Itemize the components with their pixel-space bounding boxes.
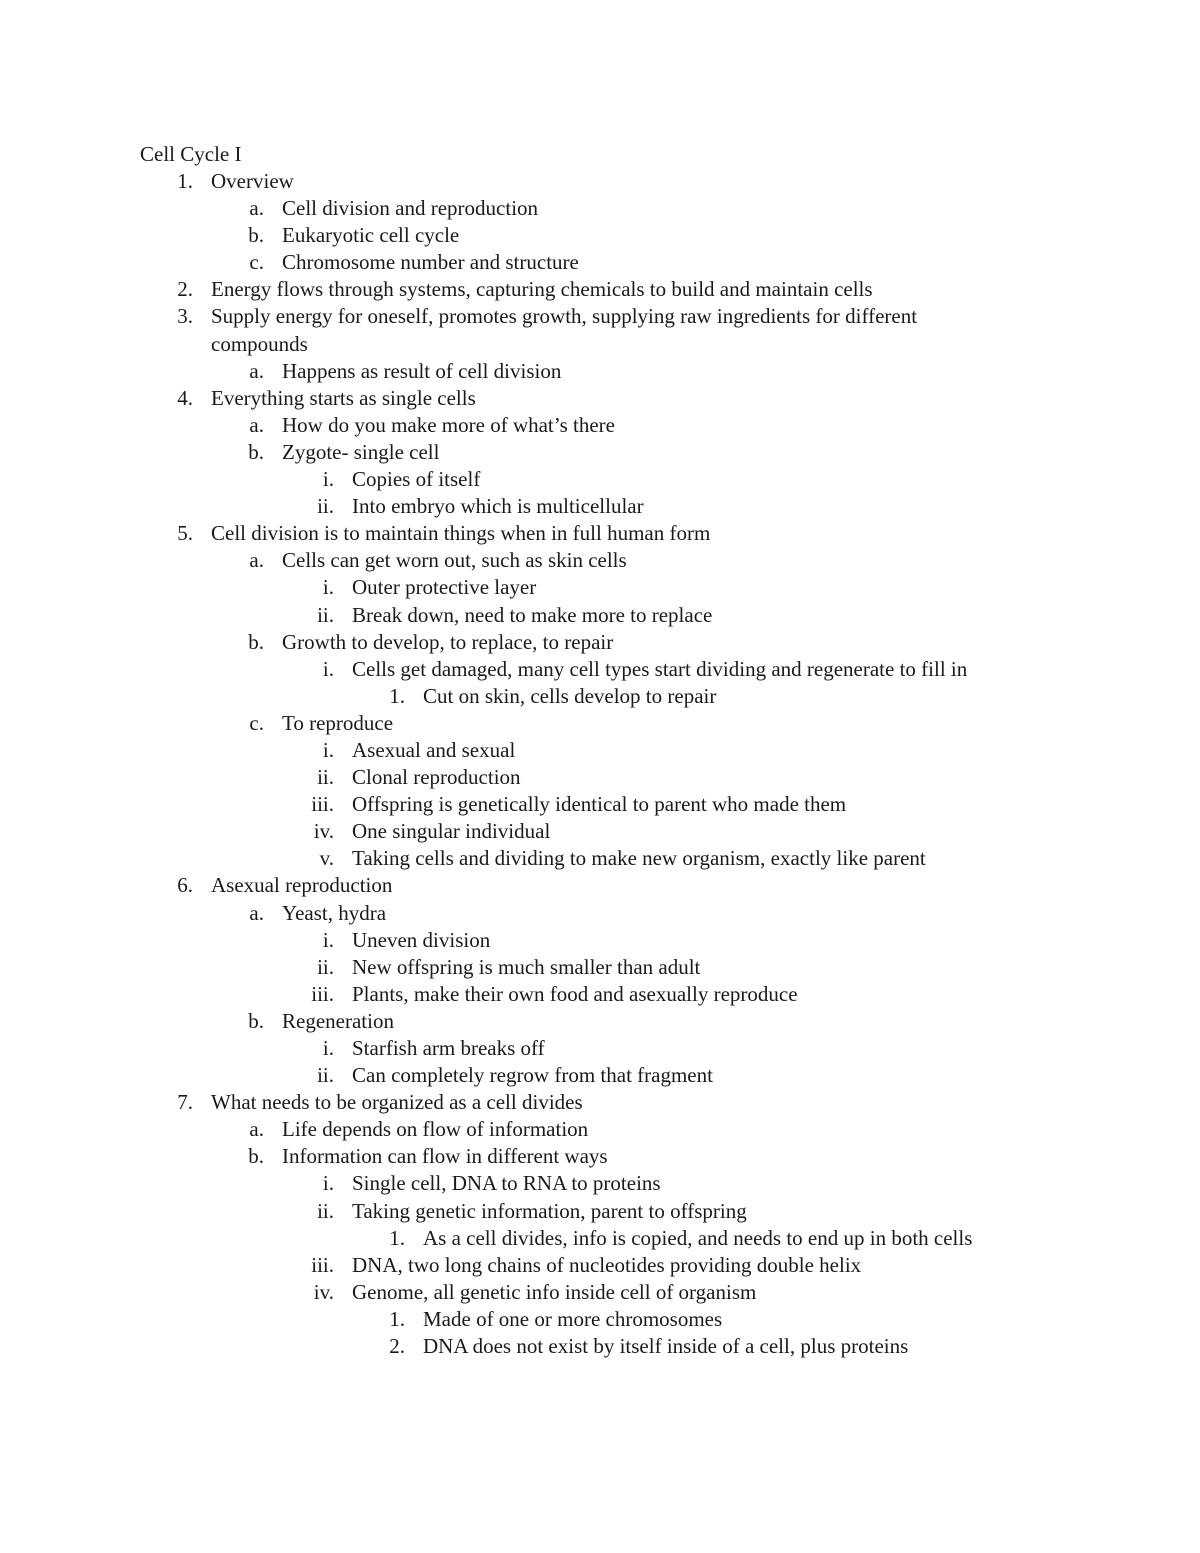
list-item-level-3 [0,574,1200,601]
list-item-level-4 [0,683,1200,710]
list-item-level-4 [0,1333,1200,1360]
list-item-level-3 [0,1062,1200,1089]
list-item-text: Supply energy for oneself, promotes growth, supplying raw ingredients for different [211,304,918,329]
list-item-text: Information can flow in different ways [282,1144,608,1169]
list-marker: a. [249,900,264,925]
list-item-text: DNA does not exist by itself inside of a cell, plus proteins [423,1334,909,1359]
list-item-text: Genome, all genetic info inside cell of organism [352,1279,757,1304]
list-item-level-3 [0,981,1200,1008]
list-marker: c. [249,250,264,275]
list-marker: iv. [313,1279,334,1304]
list-item-text: Outer protective layer [352,575,537,600]
list-item-level-4 [0,1225,1200,1252]
list-marker: 3. [177,304,193,329]
list-item-text: Asexual reproduction [211,873,393,898]
list-item-level-3 [0,1198,1200,1225]
list-item-level-4 [0,1306,1200,1333]
list-item-level-3 [0,1035,1200,1062]
list-marker: ii. [317,602,334,627]
list-item-text: How do you make more of what’s there [282,412,615,437]
list-item-text: Zygote- single cell [282,439,440,464]
list-item-text: DNA, two long chains of nucleotides providing double helix [352,1252,862,1277]
list-item-text: Cells can get worn out, such as skin cells [282,548,627,573]
list-item-level-3 [0,845,1200,872]
list-marker: a. [249,1117,264,1142]
list-item-text: Energy flows through systems, capturing chemicals to build and maintain cells [211,277,873,302]
list-marker: i. [322,927,334,952]
list-marker: iii. [311,981,334,1006]
list-item-level-1 [0,303,1200,330]
list-item-text: Asexual and sexual [352,737,516,762]
list-marker: 2. [177,277,193,302]
list-item-level-2 [0,412,1200,439]
list-marker: 7. [177,1090,193,1115]
list-marker: a. [249,548,264,573]
list-item-text: Offspring is genetically identical to parent who made them [352,792,847,817]
list-marker: a. [249,412,264,437]
list-item-text: Everything starts as single cells [211,385,476,410]
list-item-continuation [0,331,1200,358]
list-item-level-3 [0,1170,1200,1197]
list-marker: i. [322,1036,334,1060]
list-marker: 4. [177,385,193,410]
list-marker: i. [322,737,334,762]
list-item-text: Made of one or more chromosomes [423,1306,723,1331]
list-marker: ii. [317,1063,334,1088]
list-item-text: Life depends on flow of information [282,1117,589,1142]
list-item-text: Yeast, hydra [282,900,387,925]
list-marker: iii. [311,792,334,817]
list-item-text: compounds [211,331,308,356]
list-item-text: Taking genetic information, parent to offspring [352,1198,747,1223]
list-item-text: Uneven division [352,927,491,952]
list-item-level-3 [0,656,1200,683]
list-item-level-3 [0,737,1200,764]
list-item-level-2 [0,629,1200,656]
list-marker: i. [322,656,334,681]
list-item-level-3 [0,954,1200,981]
list-marker: c. [249,710,264,735]
list-item-level-3 [0,791,1200,818]
list-item-text: What needs to be organized as a cell divides [211,1090,583,1115]
list-item-text: Happens as result of cell division [282,358,562,383]
list-item-text: Plants, make their own food and asexually reproduce [352,981,798,1006]
list-item-level-1 [0,385,1200,412]
list-marker: b. [248,1008,264,1033]
list-item-text: Growth to develop, to replace, to repair [282,629,614,654]
list-item-level-1 [0,1089,1200,1116]
list-item-level-1 [0,276,1200,303]
list-marker: i. [322,575,334,600]
list-item-level-3 [0,818,1200,845]
list-item-level-2 [0,358,1200,385]
list-marker: 6. [177,873,193,898]
list-item-level-1 [0,168,1200,195]
list-item-text: Cells get damaged, many cell types start dividing and regenerate to fill in [352,656,968,681]
list-marker: iii. [311,1252,334,1277]
list-item-text: Eukaryotic cell cycle [282,223,460,248]
list-item-level-2 [0,547,1200,574]
list-item-text: Clonal reproduction [352,765,521,790]
list-marker: 1. [389,1306,405,1331]
list-marker: i. [322,1171,334,1196]
list-item-text: To reproduce [282,710,394,735]
list-item-text: Single cell, DNA to RNA to proteins [352,1171,661,1196]
list-marker: ii. [317,1198,334,1223]
list-marker: b. [248,439,264,464]
list-marker: 1. [389,683,405,708]
list-marker: ii. [317,494,334,519]
list-item-level-2 [0,900,1200,927]
list-item-text: Overview [211,169,294,193]
list-item-text: As a cell divides, info is copied, and needs to end up in both cells [423,1225,973,1250]
list-marker: v. [319,846,334,871]
list-item-level-3 [0,1252,1200,1279]
list-item-level-2 [0,1116,1200,1143]
list-item-text: One singular individual [352,819,551,844]
list-item-level-3 [0,493,1200,520]
list-item-text: Copies of itself [352,467,481,492]
list-marker: b. [248,1144,264,1169]
list-item-text: Cell division and reproduction [282,196,539,221]
list-item-text: Starfish arm breaks off [352,1036,545,1060]
list-item-text: New offspring is much smaller than adult [352,954,701,979]
list-marker: b. [248,223,264,248]
list-marker: 5. [177,521,193,546]
list-marker: a. [249,358,264,383]
list-item-level-3 [0,1279,1200,1306]
list-item-text: Into embryo which is multicellular [352,494,644,519]
list-item-text: Regeneration [282,1008,394,1033]
list-item-level-2 [0,1008,1200,1035]
list-marker: ii. [317,954,334,979]
list-item-level-2 [0,195,1200,222]
list-item-level-2 [0,1143,1200,1170]
list-item-level-2 [0,710,1200,737]
list-item-level-3 [0,764,1200,791]
outline-list [0,168,1200,1360]
list-item-text: Cell division is to maintain things when in full human form [211,521,711,546]
list-item-level-1 [0,872,1200,899]
list-marker: b. [248,629,264,654]
list-marker: 1. [389,1225,405,1250]
list-item-text: Break down, need to make more to replace [352,602,713,627]
list-item-text: Taking cells and dividing to make new organism, exactly like parent [352,846,926,871]
list-item-level-3 [0,927,1200,954]
list-marker: 1. [177,169,193,193]
list-item-level-2 [0,249,1200,276]
list-marker: iv. [313,819,334,844]
list-item-text: Chromosome number and structure [282,250,579,275]
list-marker: a. [249,196,264,221]
list-marker: 2. [389,1334,405,1359]
list-item-level-2 [0,439,1200,466]
list-marker: ii. [317,765,334,790]
list-item-text: Cut on skin, cells develop to repair [423,683,717,708]
list-item-level-3 [0,602,1200,629]
list-item-level-3 [0,466,1200,493]
list-item-level-2 [0,222,1200,249]
list-item-level-1 [0,520,1200,547]
document-title: Cell Cycle I [140,142,242,166]
list-marker: i. [322,467,334,492]
list-item-text: Can completely regrow from that fragment [352,1063,713,1088]
